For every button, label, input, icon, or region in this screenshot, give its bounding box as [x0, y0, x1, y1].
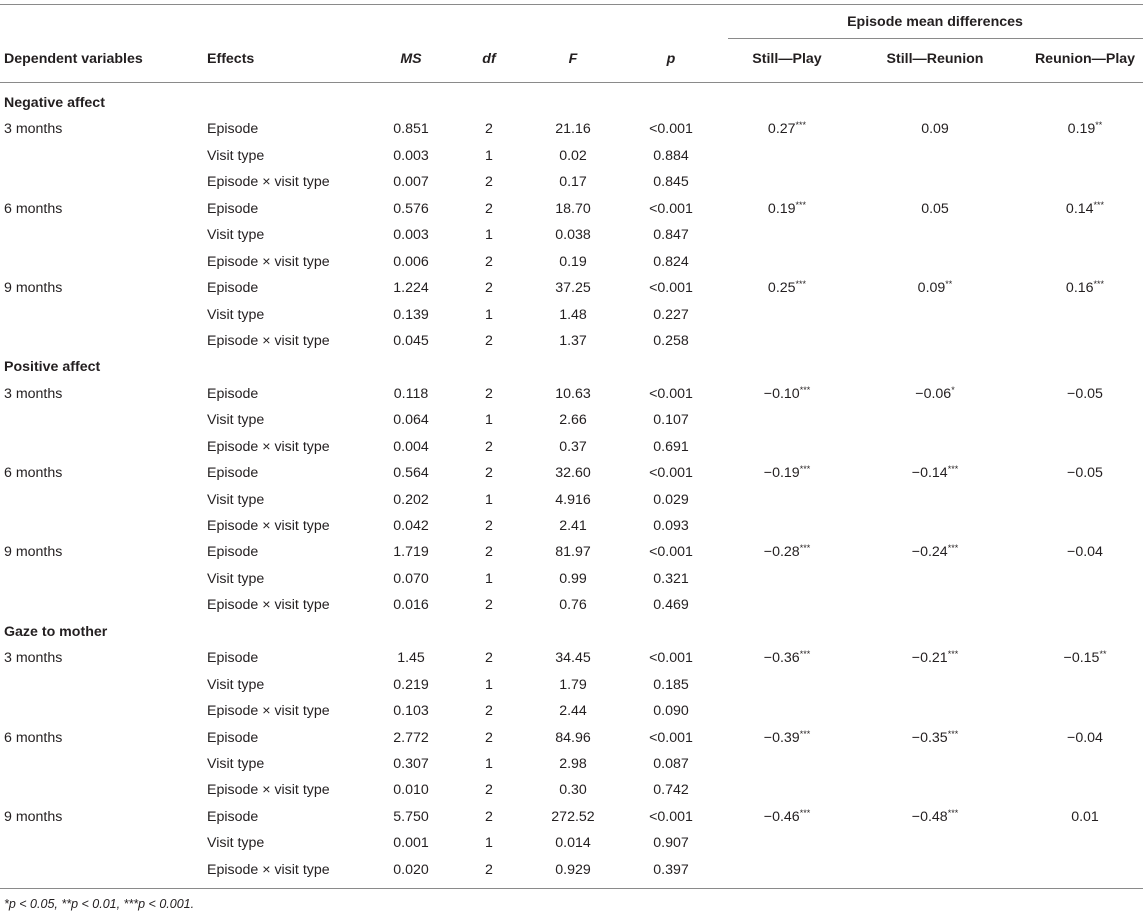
diff-value: −0.14 [911, 465, 948, 482]
diff-value: 0.19 [767, 200, 796, 217]
df-value: 2 [485, 782, 493, 799]
ms-value: 0.045 [393, 332, 429, 349]
header-rule [0, 82, 1143, 83]
still-play-value [768, 279, 806, 297]
f-value: 0.99 [559, 570, 587, 587]
p-value: 0.742 [653, 782, 689, 799]
df-value: 1 [485, 491, 493, 508]
df-value: 2 [485, 332, 493, 349]
p-value: 0.093 [653, 518, 689, 535]
still-play-value [764, 808, 810, 826]
ms-value: 5.750 [393, 808, 429, 825]
effect-label: Episode [207, 650, 259, 667]
ms-value: 0.064 [393, 412, 429, 429]
p-value: <0.001 [649, 729, 693, 746]
col-header-ms: MS [400, 51, 422, 67]
effect-label: Visit type [207, 676, 265, 693]
col-header-p: p [666, 51, 676, 67]
effect-label: Visit type [207, 147, 265, 164]
f-value: 0.76 [559, 597, 587, 614]
f-value: 272.52 [551, 808, 595, 825]
still-play-value [764, 464, 810, 482]
diff-value: 0.25 [767, 280, 796, 297]
section-title: Positive affect [4, 359, 101, 376]
significance-marker: *** [799, 384, 811, 395]
reunion-play-value [1067, 385, 1103, 403]
age-label: 9 months [4, 544, 63, 561]
col-header-still-reunion: Still—Reunion [886, 51, 984, 67]
still-reunion-value [912, 543, 958, 561]
p-value: <0.001 [649, 544, 693, 561]
effect-label: Visit type [207, 227, 265, 244]
ms-value: 0.006 [393, 253, 429, 270]
f-value: 0.014 [555, 835, 591, 852]
p-value: 0.090 [653, 703, 689, 720]
age-label: 3 months [4, 650, 63, 667]
still-reunion-value [912, 649, 958, 667]
still-reunion-value [921, 120, 949, 138]
effect-label: Episode × visit type [207, 332, 330, 349]
f-value: 0.19 [559, 253, 587, 270]
f-value: 18.70 [555, 200, 591, 217]
p-value: 0.087 [653, 756, 689, 772]
effect-label: Episode [207, 385, 259, 402]
ms-value: 0.576 [393, 200, 429, 217]
significance-marker: *** [799, 649, 811, 660]
ms-value: 0.118 [393, 385, 429, 402]
df-value: 2 [485, 518, 493, 535]
effect-label: Visit type [207, 835, 265, 852]
ms-value: 0.139 [393, 306, 429, 323]
reunion-play-value [1067, 729, 1103, 747]
effect-label: Episode [207, 200, 259, 217]
diff-value: −0.46 [763, 808, 800, 825]
diff-value: −0.15 [1063, 650, 1100, 667]
ms-value: 0.001 [393, 835, 429, 852]
p-value: 0.824 [653, 253, 689, 270]
significance-marker: *** [947, 649, 959, 660]
section-title: Negative affect [4, 95, 105, 111]
df-value: 2 [485, 861, 493, 878]
section-title: Gaze to mother [4, 623, 108, 640]
df-value: 2 [485, 121, 493, 138]
effect-label: Episode × visit type [207, 518, 330, 535]
effect-label: Episode × visit type [207, 174, 330, 191]
ms-value: 1.719 [393, 544, 429, 561]
p-value: <0.001 [649, 808, 693, 825]
significance-marker: * [951, 384, 955, 395]
effect-label: Episode × visit type [207, 438, 330, 455]
f-value: 1.48 [559, 306, 587, 323]
diff-value: 0.27 [767, 121, 796, 138]
f-value: 0.038 [555, 227, 591, 244]
still-reunion-value [912, 729, 958, 747]
ms-value: 2.772 [393, 729, 429, 746]
p-value: <0.001 [649, 465, 693, 482]
f-value: 2.44 [559, 703, 587, 720]
diff-value: −0.04 [1067, 544, 1103, 561]
diff-value: 0.05 [921, 200, 949, 217]
f-value: 21.16 [555, 121, 591, 138]
significance-marker: *** [795, 199, 807, 210]
df-value: 1 [485, 835, 493, 852]
diff-value: −0.19 [763, 465, 800, 482]
df-value: 2 [485, 253, 493, 270]
diff-value: −0.06 [915, 385, 952, 402]
p-value: 0.321 [653, 570, 689, 587]
diff-value: 0.09 [921, 121, 949, 138]
p-value: 0.107 [653, 412, 689, 429]
df-value: 2 [485, 808, 493, 825]
df-value: 2 [485, 385, 493, 402]
col-header-reunion-play: Reunion—Play [1034, 51, 1136, 67]
f-value: 2.66 [559, 412, 587, 429]
f-value: 0.30 [559, 782, 587, 799]
f-value: 81.97 [555, 544, 591, 561]
diff-value: −0.10 [763, 385, 800, 402]
f-value: 34.45 [555, 650, 591, 667]
age-label: 9 months [4, 808, 63, 825]
effect-label: Visit type [207, 570, 265, 587]
ms-value: 0.564 [393, 465, 429, 482]
df-value: 2 [485, 729, 493, 746]
df-value: 2 [485, 465, 493, 482]
effect-label: Episode [207, 465, 259, 482]
ms-value: 0.851 [393, 121, 429, 138]
p-value: <0.001 [649, 650, 693, 667]
significance-marker: *** [1093, 279, 1105, 290]
significance-marker: ** [945, 279, 953, 290]
effect-label: Episode × visit type [207, 782, 330, 799]
still-play-value [764, 543, 810, 561]
reunion-play-value [1066, 279, 1104, 297]
significance-marker: *** [947, 807, 959, 818]
ms-value: 0.202 [393, 491, 429, 508]
col-header-still-play: Still—Play [752, 51, 822, 67]
ms-value: 1.45 [397, 650, 425, 667]
p-value: 0.884 [653, 147, 689, 164]
ms-value: 0.010 [393, 782, 429, 799]
still-reunion-value [912, 464, 958, 482]
f-value: 4.916 [555, 491, 591, 508]
diff-value: 0.01 [1071, 808, 1099, 825]
f-value: 1.79 [559, 676, 587, 693]
f-value: 2.41 [559, 518, 587, 535]
p-value: 0.258 [653, 332, 689, 349]
p-value: 0.691 [653, 438, 689, 455]
top-rule [0, 4, 1143, 5]
effect-label: Episode [207, 280, 259, 297]
f-value: 0.929 [555, 861, 591, 878]
significance-marker: *** [947, 728, 959, 739]
reunion-play-value [1067, 543, 1103, 561]
f-value: 32.60 [555, 465, 591, 482]
f-value: 84.96 [555, 729, 591, 746]
p-value: <0.001 [649, 200, 693, 217]
reunion-play-value [1066, 200, 1104, 218]
p-value: 0.029 [653, 491, 689, 508]
ms-value: 0.016 [393, 597, 429, 614]
ms-value: 0.003 [393, 147, 429, 164]
reunion-play-value [1067, 464, 1103, 482]
still-play-value [768, 120, 806, 138]
still-play-value [768, 200, 806, 218]
df-value: 1 [485, 147, 493, 164]
df-value: 1 [485, 676, 493, 693]
significance-marker: *** [947, 543, 959, 554]
group-header-underline [728, 38, 1143, 39]
significance-marker: *** [799, 728, 811, 739]
age-label: 6 months [4, 200, 63, 217]
diff-value: −0.21 [911, 650, 948, 667]
significance-marker: *** [799, 807, 811, 818]
effect-label: Episode × visit type [207, 861, 330, 878]
p-value: 0.847 [653, 227, 689, 244]
diff-value: 0.14 [1065, 200, 1094, 217]
p-value: 0.845 [653, 174, 689, 191]
effect-label: Visit type [207, 306, 265, 323]
diff-value: 0.16 [1065, 280, 1094, 297]
col-header-f: F [568, 51, 578, 67]
diff-value: −0.05 [1067, 465, 1103, 482]
reunion-play-value [1064, 649, 1107, 667]
ms-value: 0.004 [393, 438, 429, 455]
col-header-dependent-variables: Dependent variables [4, 51, 143, 67]
f-value: 10.63 [555, 385, 591, 402]
diff-value: −0.05 [1067, 385, 1103, 402]
df-value: 2 [485, 650, 493, 667]
df-value: 1 [485, 227, 493, 244]
df-value: 2 [485, 703, 493, 720]
df-value: 2 [485, 200, 493, 217]
p-value: 0.185 [653, 676, 689, 693]
f-value: 37.25 [555, 280, 591, 297]
col-header-effects: Effects [207, 51, 255, 67]
df-value: 2 [485, 280, 493, 297]
ms-value: 1.224 [393, 280, 429, 297]
p-value: 0.397 [653, 861, 689, 878]
still-play-value [764, 385, 810, 403]
f-value: 1.37 [559, 332, 587, 349]
diff-value: 0.09 [917, 280, 946, 297]
f-value: 0.02 [559, 147, 587, 164]
significance-marker: *** [795, 279, 807, 290]
bottom-rule [0, 888, 1143, 889]
ms-value: 0.007 [393, 174, 429, 191]
diff-value: −0.04 [1067, 729, 1103, 746]
ms-value: 0.219 [393, 676, 429, 693]
effect-label: Visit type [207, 491, 265, 508]
still-reunion-value [918, 279, 953, 297]
p-value: 0.227 [653, 306, 689, 323]
still-play-value [764, 649, 810, 667]
age-label: 3 months [4, 121, 63, 138]
f-value: 0.17 [559, 174, 587, 191]
significance-marker: *** [799, 543, 811, 554]
df-value: 1 [485, 412, 493, 429]
diff-value: −0.35 [911, 729, 948, 746]
age-label: 6 months [4, 729, 63, 746]
effect-label: Episode [207, 121, 259, 138]
ms-value: 0.003 [393, 227, 429, 244]
p-value: <0.001 [649, 280, 693, 297]
still-reunion-value [912, 808, 958, 826]
df-value: 2 [485, 544, 493, 561]
age-label: 3 months [4, 385, 63, 402]
diff-value: −0.36 [763, 650, 800, 667]
still-play-value [764, 729, 810, 747]
significance-marker: *** [1093, 199, 1105, 210]
diff-value: 0.19 [1067, 121, 1096, 138]
significance-marker: *** [795, 120, 807, 131]
df-value: 2 [485, 597, 493, 614]
df-value: 1 [485, 756, 493, 772]
col-header-df: df [482, 51, 496, 67]
df-value: 1 [485, 570, 493, 587]
significance-marker: ** [1099, 649, 1107, 660]
df-value: 2 [485, 438, 493, 455]
diff-value: −0.24 [911, 544, 948, 561]
diff-value: −0.48 [911, 808, 948, 825]
ms-value: 0.020 [393, 861, 429, 878]
diff-value: −0.28 [763, 544, 800, 561]
ms-value: 0.042 [393, 518, 429, 535]
still-reunion-value [915, 385, 954, 403]
f-value: 2.98 [559, 756, 587, 772]
effect-label: Episode [207, 544, 259, 561]
effect-label: Visit type [207, 756, 265, 772]
df-value: 1 [485, 306, 493, 323]
diff-value: −0.39 [763, 729, 800, 746]
age-label: 9 months [4, 280, 63, 297]
effect-label: Episode × visit type [207, 253, 330, 270]
group-header-episode-mean-differences: Episode mean differences [847, 14, 1023, 30]
p-value: <0.001 [649, 385, 693, 402]
reunion-play-value [1071, 808, 1099, 826]
reunion-play-value [1068, 120, 1103, 138]
p-value: <0.001 [649, 121, 693, 138]
ms-value: 0.307 [393, 756, 429, 772]
ms-value: 0.070 [393, 570, 429, 587]
age-label: 6 months [4, 465, 63, 482]
f-value: 0.37 [559, 438, 587, 455]
effect-label: Visit type [207, 412, 265, 429]
effect-label: Episode [207, 808, 259, 825]
significance-marker: *** [799, 464, 811, 475]
p-value: 0.469 [653, 597, 689, 614]
significance-marker: ** [1095, 120, 1103, 131]
p-value: 0.907 [653, 835, 689, 852]
effect-label: Episode × visit type [207, 703, 330, 720]
effect-label: Episode × visit type [207, 597, 330, 614]
footnote: *p < 0.05, **p < 0.01, ***p < 0.001. [4, 897, 195, 911]
still-reunion-value [921, 200, 949, 218]
ms-value: 0.103 [393, 703, 429, 720]
df-value: 2 [485, 174, 493, 191]
effect-label: Episode [207, 729, 259, 746]
significance-marker: *** [947, 464, 959, 475]
